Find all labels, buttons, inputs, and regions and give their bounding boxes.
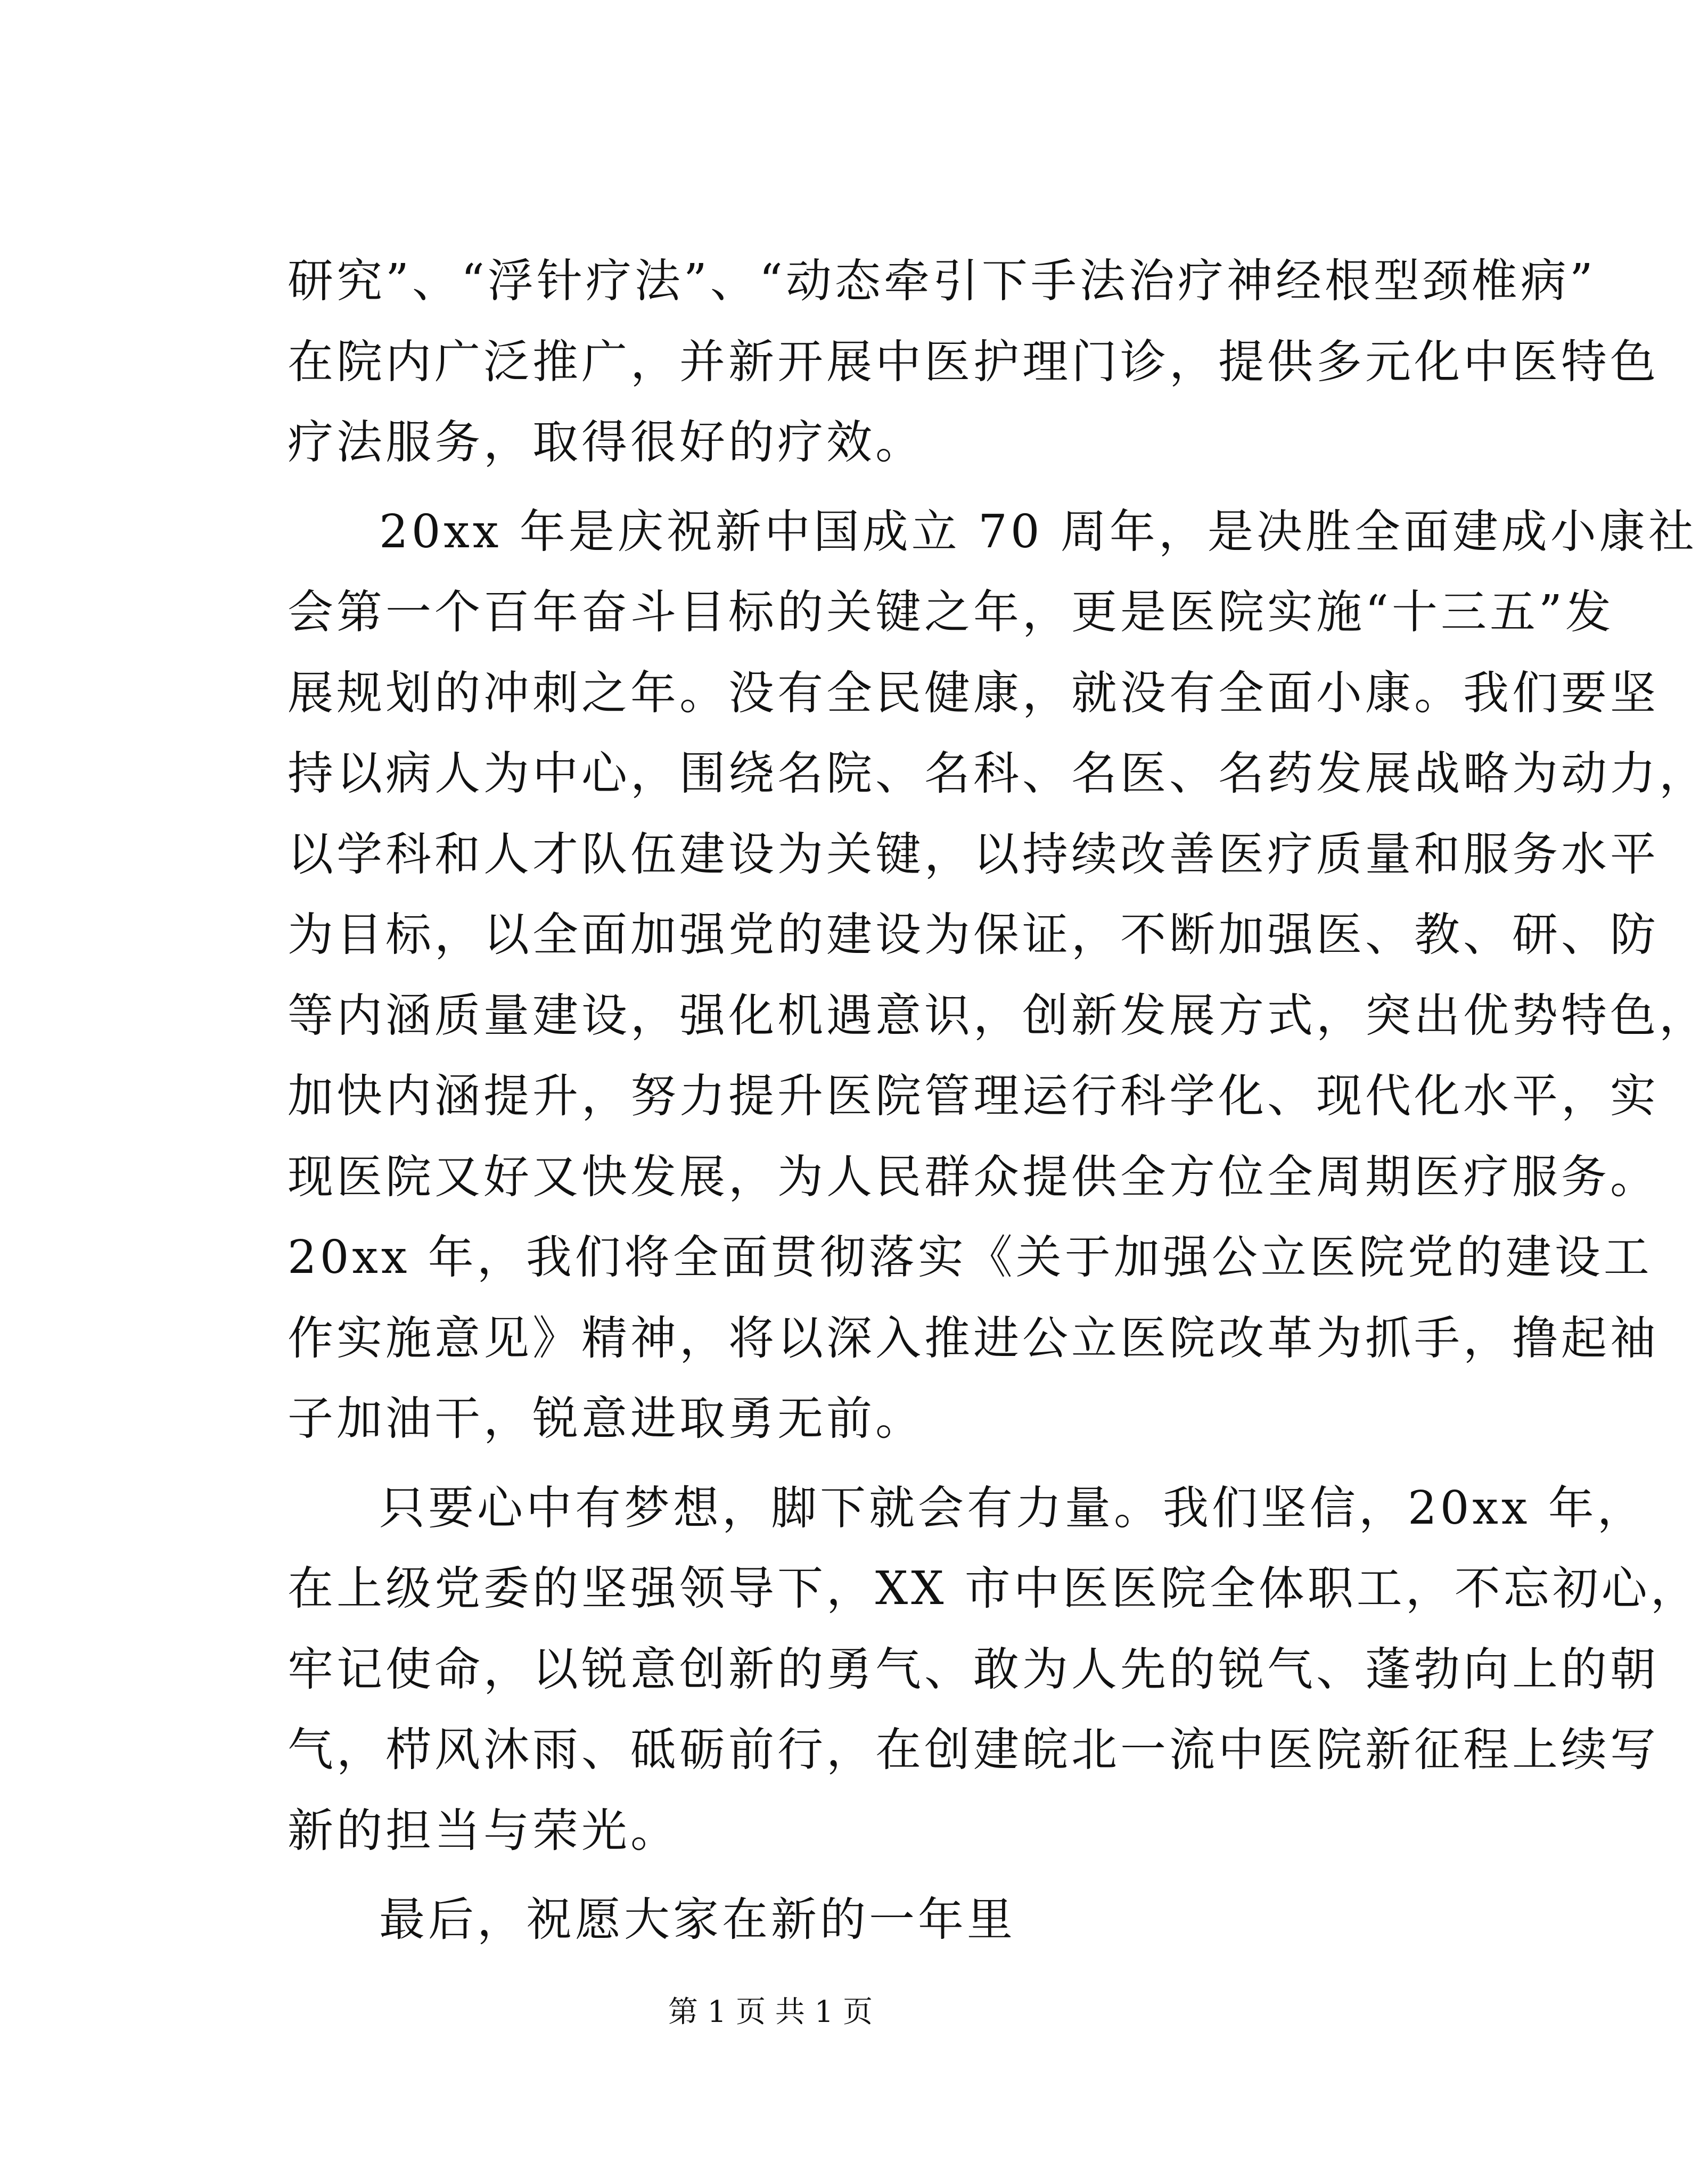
paragraph-start-line: 20xx 年是庆祝新中国成立 70 周年，是决胜全面建成小康社 bbox=[379, 505, 1697, 558]
text-line: 现医院又好又快发展，为人民群众提供全方位全周期医疗服务。 bbox=[288, 1150, 1659, 1204]
text-line: 持以病人为中心，围绕名院、名科、名医、名药发展战略为动力， bbox=[288, 747, 1708, 800]
text-line: 在院内广泛推广，并新开展中医护理门诊，提供多元化中医特色 bbox=[288, 335, 1659, 389]
paragraph-start-line: 只要心中有梦想，脚下就会有力量。我们坚信，20xx 年， bbox=[379, 1481, 1646, 1535]
text-line: 20xx 年，我们将全面贯彻落实《关于加强公立医院党的建设工 bbox=[288, 1231, 1653, 1284]
text-line: 牢记使命，以锐意创新的勇气、敢为人先的锐气、蓬勃向上的朝 bbox=[288, 1642, 1659, 1696]
text-line: 为目标，以全面加强党的建设为保证，不断加强医、教、研、防 bbox=[288, 908, 1659, 961]
text-line: 加快内涵提升，努力提升医院管理运行科学化、现代化水平，实 bbox=[288, 1070, 1659, 1123]
text-line: 以学科和人才队伍建设为关键，以持续改善医疗质量和服务水平 bbox=[288, 827, 1659, 881]
text-line: 展规划的冲刺之年。没有全民健康，就没有全面小康。我们要坚 bbox=[288, 666, 1659, 720]
text-line: 在上级党委的坚强领导下，XX 市中医医院全体职工，不忘初心， bbox=[288, 1562, 1699, 1615]
page-footer: 第 1 页 共 1 页 bbox=[668, 1995, 873, 2029]
text-line: 研究”、“浮针疗法”、“动态牵引下手法治疗神经根型颈椎病” bbox=[288, 254, 1596, 308]
paragraph-start-line: 最后，祝愿大家在新的一年里 bbox=[379, 1893, 1016, 1946]
text-line: 疗法服务，取得很好的疗效。 bbox=[288, 416, 924, 469]
text-line: 气，栉风沐雨、砥砺前行，在创建皖北一流中医院新征程上续写 bbox=[288, 1723, 1659, 1777]
text-line: 作实施意见》精神，将以深入推进公立医院改革为抓手，撸起袖 bbox=[288, 1311, 1659, 1365]
text-line: 等内涵质量建设，强化机遇意识，创新发展方式，突出优势特色， bbox=[288, 989, 1708, 1042]
text-line: 子加油干，锐意进取勇无前。 bbox=[288, 1392, 924, 1445]
document-body bbox=[288, 241, 1708, 1961]
text-line: 会第一个百年奋斗目标的关键之年，更是医院实施“十三五”发 bbox=[288, 586, 1614, 639]
text-line: 新的担当与荣光。 bbox=[288, 1804, 679, 1857]
